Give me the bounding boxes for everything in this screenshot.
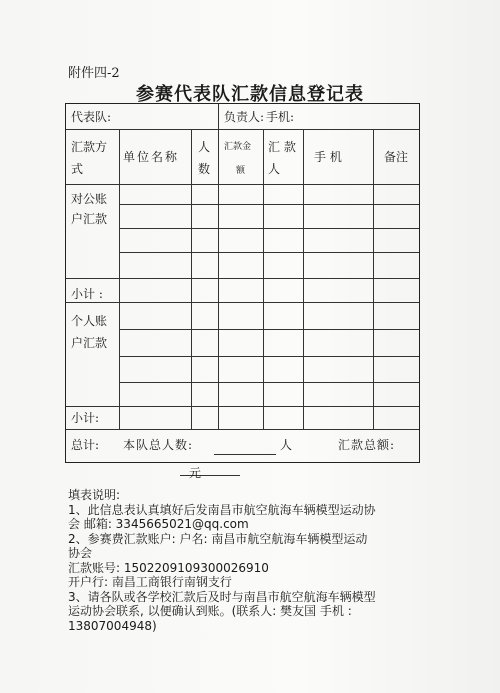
col-phone: 手 机 <box>314 150 342 164</box>
row-divider <box>119 329 419 330</box>
total-amount-label: 汇款总额: <box>338 438 396 452</box>
personal-label-1: 个人账 <box>71 314 108 328</box>
col-divider <box>263 129 264 429</box>
corporate-label-2: 户汇款 <box>71 212 108 226</box>
instruction-line: 3、请各队或各学校汇款后及时与南昌市航空航海车辆模型 <box>68 589 376 604</box>
col-people-1: 人 <box>198 140 211 154</box>
row-divider <box>119 252 419 253</box>
instruction-line: 2、参赛费汇款账户: 户名: 南昌市航空航海车辆模型运动 <box>68 531 368 546</box>
col-remitter-1: 汇 款 <box>268 140 296 154</box>
row-divider <box>119 204 419 205</box>
phone-label: 手机: <box>266 110 295 124</box>
corporate-label-1: 对公账 <box>71 192 108 206</box>
team-label: 代表队: <box>71 110 112 124</box>
form-title: 参赛代表队汇款信息登记表 <box>136 84 364 105</box>
row-divider <box>119 356 419 357</box>
col-method-1: 汇款方 <box>71 140 108 154</box>
instructions <box>68 488 448 633</box>
instruction-line: 13807004948) <box>68 618 157 633</box>
instruction-line: 会 邮箱: 3345665021@qq.com <box>68 517 249 531</box>
col-unit: 单位名称 <box>123 150 180 164</box>
yuan-unit: 元 <box>189 466 202 480</box>
instructions-heading: 填表说明: <box>68 488 121 502</box>
row-divider <box>66 429 419 430</box>
registration-table <box>65 103 420 463</box>
people-blank-line <box>214 454 276 455</box>
col-divider <box>191 129 192 429</box>
instruction-line: 汇款账号: 1502209109300026910 <box>68 560 269 575</box>
instruction-line: 1、此信息表认真填好后发南昌市航空航海车辆模型运动协 <box>68 502 376 517</box>
col-remitter-2: 人 <box>268 162 281 176</box>
subtotal-label-2: 小计: <box>71 411 100 425</box>
col-divider <box>218 104 219 429</box>
subtotal-label-1: 小计 : <box>71 287 103 301</box>
instruction-line: 协会 <box>68 546 93 560</box>
instruction-line: 开户行: 南昌工商银行南钢支行 <box>68 575 232 589</box>
col-people-2: 数 <box>198 162 211 176</box>
instruction-line: 运动协会联系, 以便确认到账。(联系人: 樊友国 手机 : <box>68 604 352 618</box>
col-divider <box>373 129 374 429</box>
col-note: 备注 <box>384 150 409 164</box>
people-unit: 人 <box>280 438 293 452</box>
row-divider <box>119 228 419 229</box>
col-divider <box>119 129 120 429</box>
leader-label: 负责人: <box>224 110 265 124</box>
col-divider <box>303 129 304 429</box>
total-label: 总计: <box>71 438 100 452</box>
col-amount-1: 汇款金 <box>224 142 252 152</box>
row-divider <box>119 382 419 383</box>
total-people-label: 本队总人数: <box>123 438 194 452</box>
attachment-label: 附件四-2 <box>68 66 120 81</box>
col-amount-2: 额 <box>236 166 246 176</box>
col-method-2: 式 <box>71 162 84 176</box>
personal-label-2: 户汇款 <box>71 336 108 350</box>
